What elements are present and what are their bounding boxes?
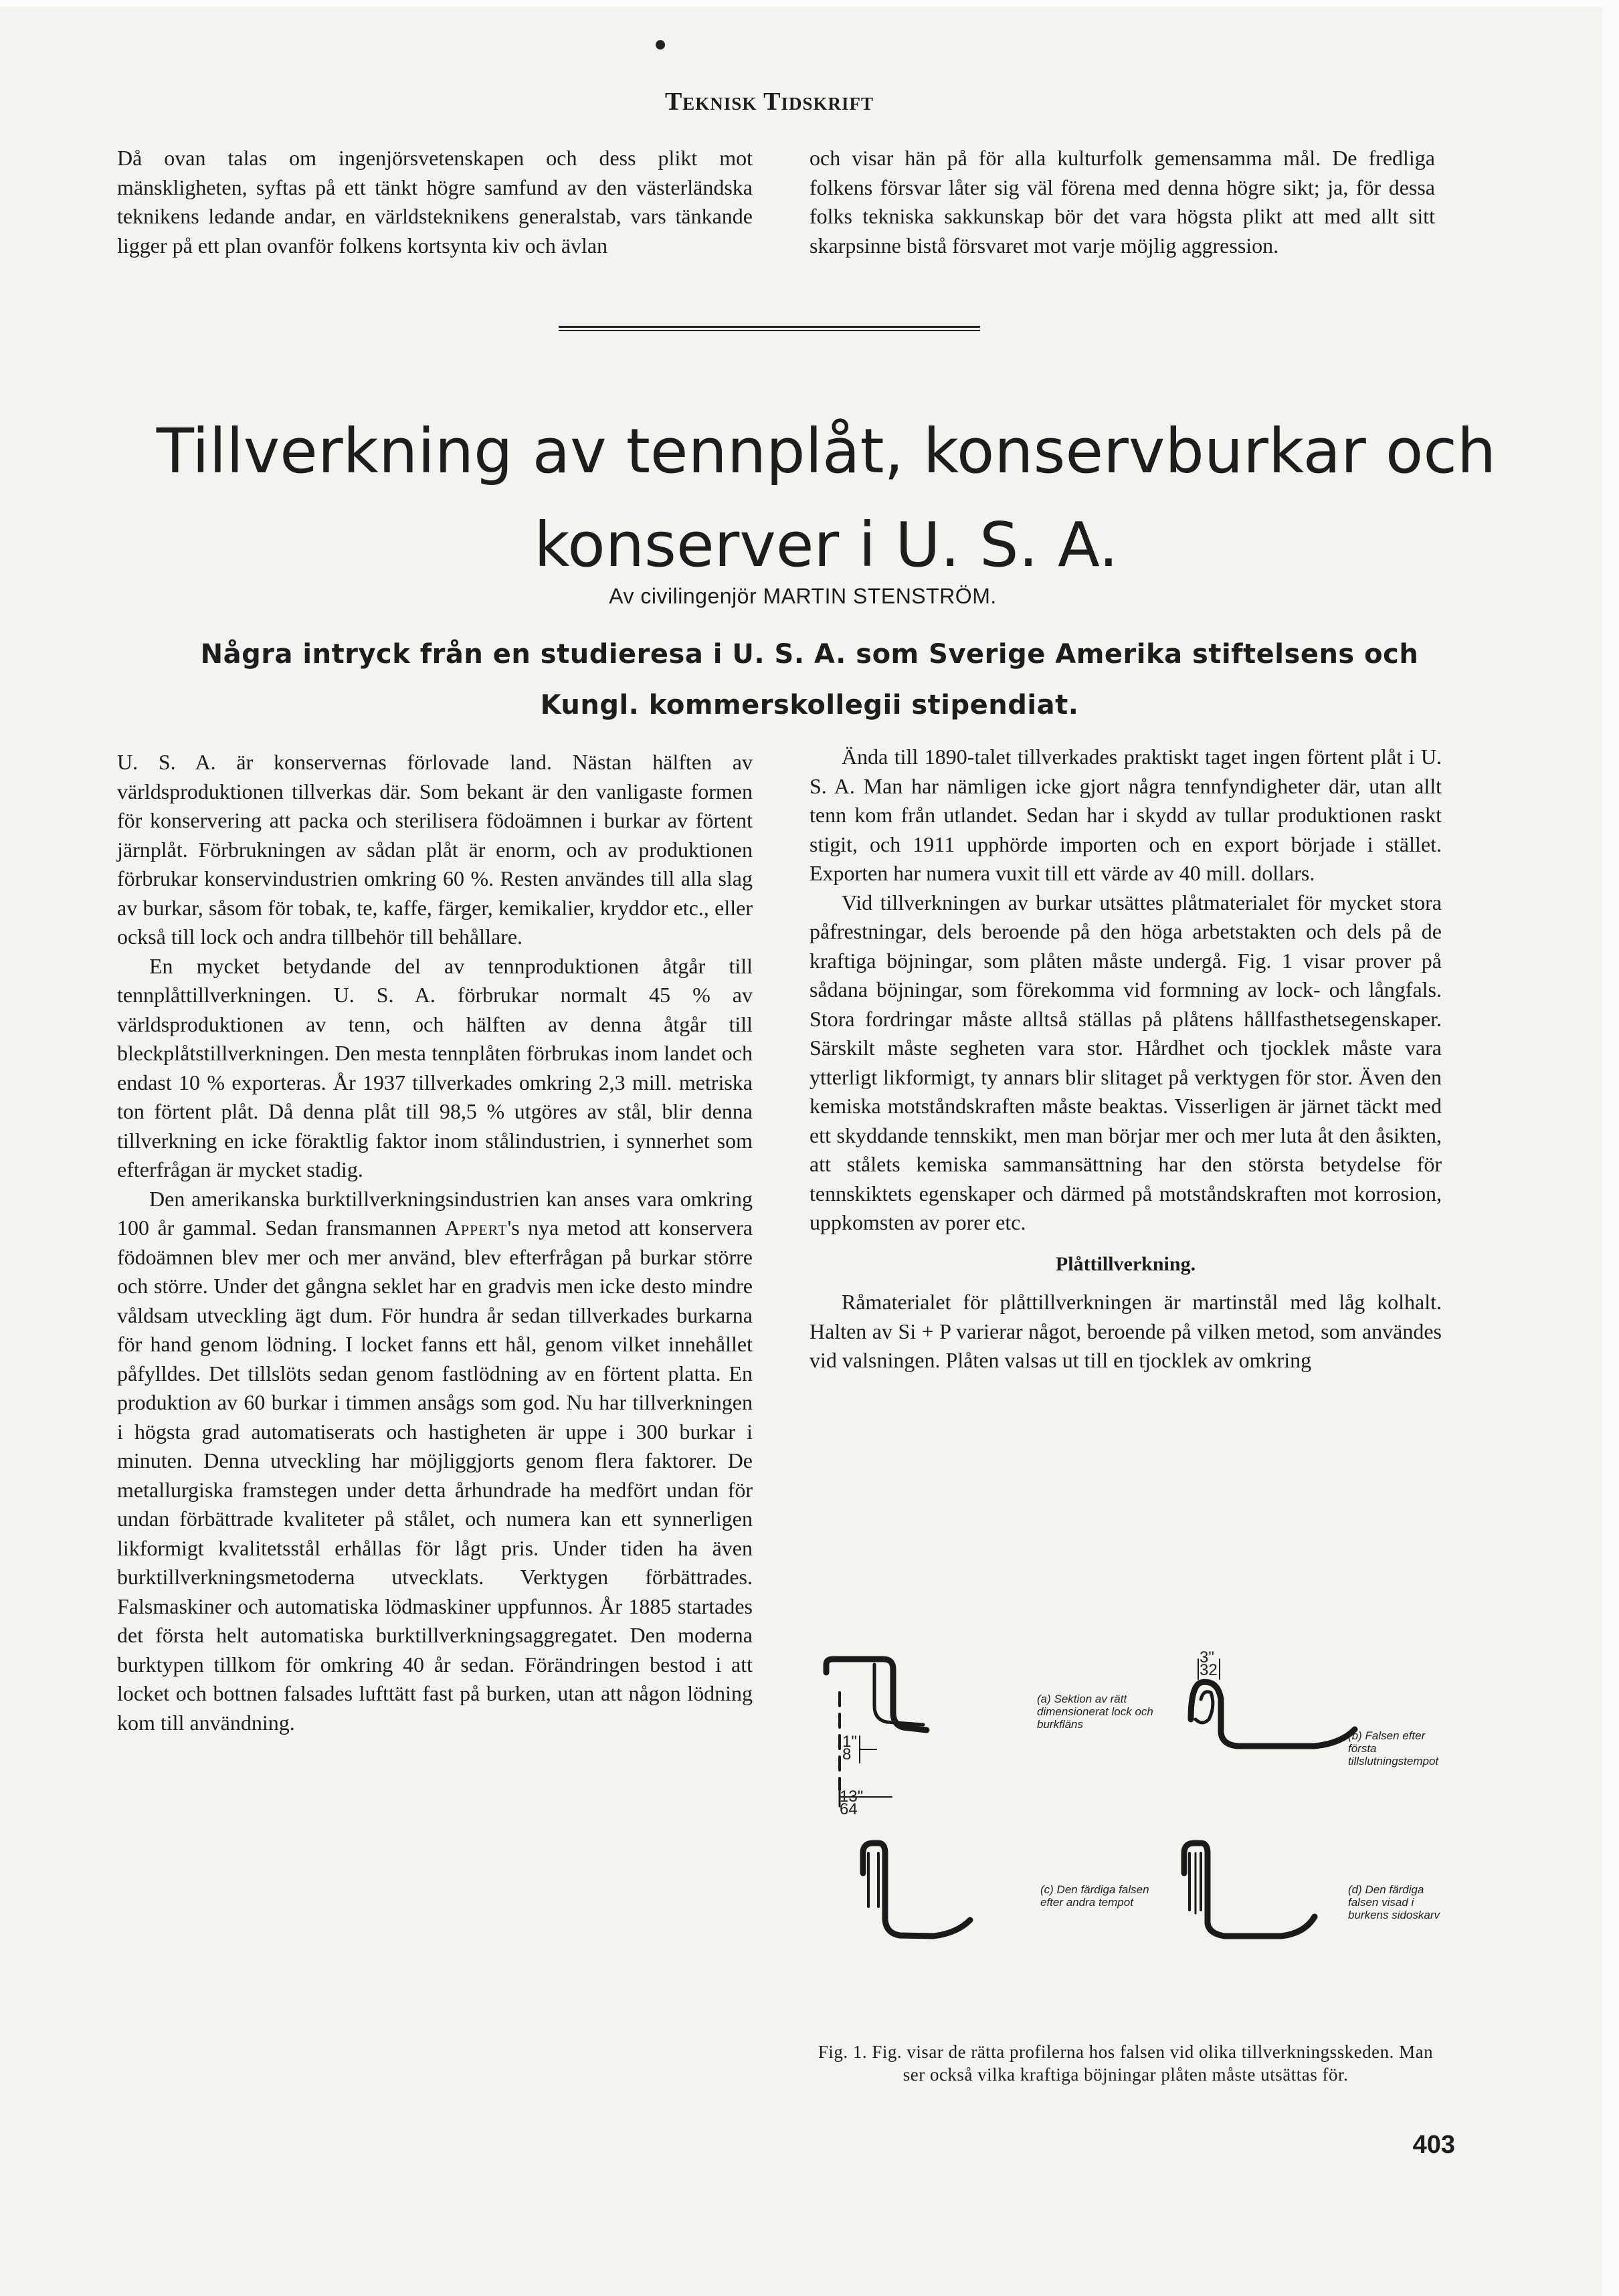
article-title-line-1: Tillverkning av tennplåt, konservburkar och: [156, 415, 1497, 487]
article-title-line-2: konserver i U. S. A.: [534, 509, 1119, 581]
article-byline: Av civilingenjör MARTIN STENSTRÖM.: [609, 584, 997, 608]
figure-label-a: (a) Sektion av rätt dimensionerat lock och burkfläns: [1037, 1693, 1153, 1731]
top-edge: [0, 0, 1619, 7]
journal-title: Teknisk Tidskrift: [664, 88, 874, 116]
article-subtitle: [187, 629, 1432, 731]
figure-1: [799, 1648, 1455, 2040]
intro-right-paragraph: och visar hän på för alla kulturfolk gemensamma mål. De fredliga folkens försvar låter sig väl förena med denna högre sikt; ja, för dessa folks tekniska sakkunskap bör det vara högsta plikt att med allt sitt skarpsinne bistå försvaret mot varje möjlig aggression.: [810, 146, 1435, 258]
body-paragraph: Råmaterialet för plåttillverkningen är martinstål med låg kolhalt. Halten av Si + P varierar något, beroende på vilken metod, som användes vid valsningen. Plåten valsas ut till en tjocklek av omkring: [810, 1290, 1442, 1372]
bullet-dot: [656, 40, 665, 50]
person-name: Appert: [444, 1216, 508, 1240]
section-divider: [559, 326, 980, 331]
body-paragraph: [117, 1185, 753, 1738]
page-number: 403: [1412, 2131, 1455, 2159]
figure-label-c: (c) Den färdiga falsen efter andra tempot: [1040, 1883, 1149, 1909]
article-title: [107, 405, 1545, 592]
body-paragraph: Vid tillverkningen av burkar utsättes plåtmaterialet för mycket stora påfrestningar, dels beroende på den höga arbetstakten och dels på de kraftiga böjningar, som plåten måste undergå. Fig. 1 visar prover på sådana böjningar, som förekomma vid formning av lock- och långfals. Stora fordringar måste alltså ställas på plåtens hållfasthetsegenskaper. Särskilt måste segheten vara stor. Hårdhet och tjocklek måste vara ytterligt likformigt, ty annars blir slitaget på verktygen för stor. Även den kemiska motståndskraften måste beaktas. Visserligen är järnet täckt med ett skyddande tennskikt, men man börjar mer och mer luta åt den åsikten, att stålets kemiska sammansättning har den största betydelse för tennskiktets egenskaper och därmed på motståndskraften mot korrosion, uppkomsten av porer etc.: [810, 890, 1442, 1234]
intro-right-column: [810, 144, 1435, 260]
dimension-1-8: 1" 8: [842, 1733, 857, 1763]
article-subtitle-line-1: Några intryck från en studieresa i U. S. A. som Sverige Amerika stiftelsens och: [200, 639, 1419, 670]
figure-label-d: (d) Den färdiga falsen visad i burkens sidoskarv: [1348, 1883, 1440, 1921]
body-right-column: [810, 743, 1442, 1375]
figure-caption: Fig. 1. Fig. visar de rätta profilerna hos falsen vid olika tillverkningsskeden. Man ser också vilka kraftiga böjningar plåten måste utsättas för.: [818, 2042, 1434, 2085]
body-left-column: [117, 748, 753, 1737]
intro-left-paragraph: Då ovan talas om ingenjörsvetenskapen och dess plikt mot mänskligheten, syftas på ett tänkt högre samfund av den västerländska teknikens ledande andar, en världsteknikens generalstab, vars tänkande ligger på ett plan ovanför folkens kortsynta kiv och ävlan: [117, 146, 753, 258]
right-edge: [1602, 0, 1619, 2296]
figure-label-b: (b) Falsen efter första tillslutningstempot: [1348, 1729, 1439, 1767]
section-heading: Plåttillverkning.: [1055, 1252, 1196, 1275]
body-paragraph: U. S. A. är konservernas förlovade land. Nästan hälften av världsproduktionen tillverkas där. Som bekant är den vanligaste formen för konservering att packa och sterilisera födoämnen i burkar av förtent järnplåt. Förbrukningen av sådan plåt är enorm, och av produktionen förbrukar konservindustrien omkring 60 %. Resten användes till alla slag av burkar, såsom för tobak, te, kaffe, färger, kemikalier, kryddor etc., eller också till lock och andra tillbehör till behållare.: [117, 750, 753, 949]
dimension-13-64: 13" 64: [840, 1788, 864, 1818]
body-text: 's nya metod att konservera födoämnen blev mer och mer använd, blev efterfrågan på burkar större och större. Under det gångna seklet har en gradvis men icke desto mindre våldsam utveckling ägt dum. För hundra år sedan tillverkades burkarna för hand genom lödning. I locket fanns ett hål, genom vilket innehållet påfylldes. Det tillslöts sedan genom fastlödning av en förtent platta. En produktion av 60 burkar i timmen ansågs som god. Nu har tillverkningen i högsta grad automatiserats och hastigheten är uppe i 300 burkar i minuten. Denna utveckling har möjliggjorts genom flera faktorer. De metallurgiska framstegen under detta århundrade ha medfört undan för undan förbättrade kvaliteter på stålet, och numera kan ett synnerligen likformigt kvalitetsstål erhållas för lågt pris. Under tiden ha även burktillverkningsmetoderna utvecklats. Verktygen förbättrades. Falsmaskiner och automatiska lödmaskiner uppfunnos. År 1885 startades det första helt automatiska burktillverkningsaggregatet. Den moderna burktypen tillkom för omkring 40 år sedan. Förändringen bestod i att locket och bottnen falsades lufttätt fast på burken, utan att någon lödning kom till användning.: [117, 1216, 753, 1735]
dimension-3-32: 3" 32: [1200, 1648, 1218, 1679]
body-paragraph: Ända till 1890-talet tillverkades praktiskt taget ingen förtent plåt i U. S. A. Man har nämligen icke gjort några tennfyndigheter där, utan allt tenn kom från utlandet. Sedan har i skydd av tullar produktionen raskt stigit, och 1911 upphörde importen och en export började i stället. Exporten har numera vuxit till ett värde av 40 mill. dollars.: [810, 745, 1442, 885]
intro-left-column: [117, 144, 753, 260]
article-subtitle-line-2: Kungl. kommerskollegii stipendiat.: [540, 690, 1079, 721]
body-paragraph: En mycket betydande del av tennproduktionen åtgår till tennplåttillverkningen. U. S. A. förbrukar normalt 45 % av världsproduktionen av tenn, och hälften av denna åtgår till bleckplåtstillverkningen. Den mesta tennplåten förbrukas inom landet och endast 10 % exporteras. År 1937 tillverkades omkring 2,3 mill. metriska ton förtent plåt. Då denna plåt till 98,5 % utgöres av stål, blir denna tillverkning en icke föraktlig faktor inom stålindustrien, i synnerhet som efterfrågan är mycket stadig.: [117, 953, 753, 1181]
body-text: Den amerikanska burktillverkningsindustrien kan anses vara omkring 100 år gammal. Sedan fransmannen: [117, 1186, 753, 1240]
